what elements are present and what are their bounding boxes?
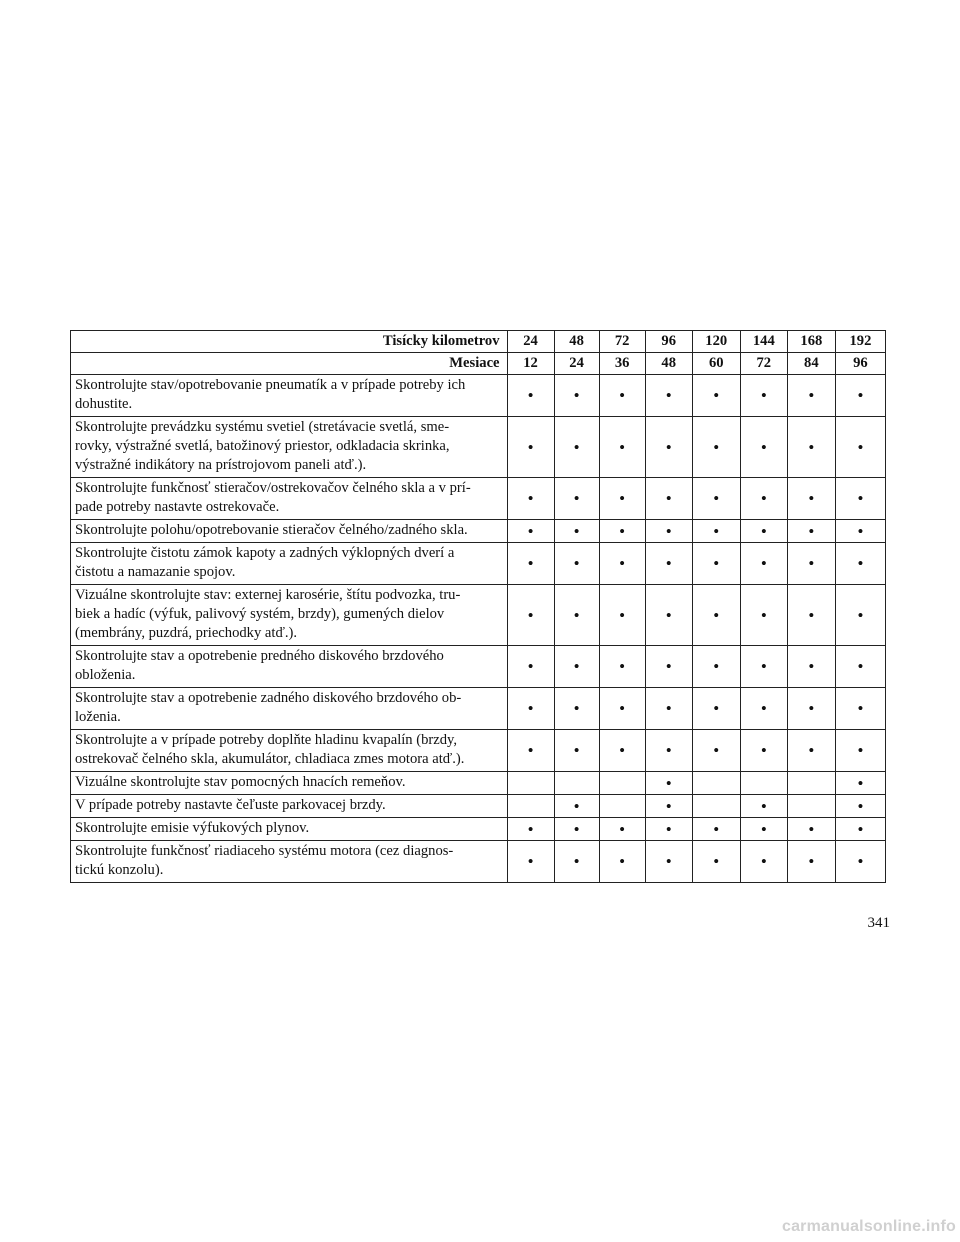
- service-mark: •: [692, 688, 740, 730]
- header-km-label: Tisícky kilometrov: [71, 331, 508, 353]
- task-line: Skontrolujte čistotu zámok kapoty a zadných výklopných dverí a: [75, 545, 455, 561]
- task-description: [71, 688, 508, 730]
- table-row: [71, 646, 886, 688]
- service-mark: •: [599, 818, 645, 841]
- task-line: Skontrolujte funkčnosť stieračov/ostrekovačov čelného skla a v prí-: [75, 480, 471, 496]
- service-mark: •: [554, 730, 599, 772]
- service-mark: •: [507, 646, 554, 688]
- table-row: [71, 772, 886, 795]
- task-line: Vizuálne skontrolujte stav pomocných hnacích remeňov.: [75, 774, 406, 790]
- task-line: Skontrolujte polohu/opotrebovanie stieračov čelného/zadného skla.: [75, 522, 468, 538]
- service-mark: •: [599, 417, 645, 478]
- service-mark: •: [740, 818, 787, 841]
- service-mark: •: [507, 841, 554, 883]
- service-mark: •: [835, 730, 885, 772]
- service-mark: •: [740, 841, 787, 883]
- service-mark: •: [787, 543, 835, 585]
- service-mark: •: [835, 520, 885, 543]
- header-km-value: 72: [599, 331, 645, 353]
- service-mark: •: [692, 478, 740, 520]
- empty-cell: [692, 795, 740, 818]
- service-mark: •: [507, 478, 554, 520]
- task-line: V prípade potreby nastavte čeľuste parkovacej brzdy.: [75, 797, 386, 813]
- header-months-value: 84: [787, 353, 835, 375]
- task-line: Skontrolujte stav a opotrebenie predného diskového brzdového: [75, 648, 444, 664]
- table-row: [71, 585, 886, 646]
- service-mark: •: [692, 841, 740, 883]
- header-km-value: 144: [740, 331, 787, 353]
- page-number: 341: [867, 915, 890, 931]
- service-mark: •: [787, 417, 835, 478]
- task-description: [71, 417, 508, 478]
- service-mark: •: [554, 646, 599, 688]
- service-mark: •: [507, 520, 554, 543]
- service-mark: •: [835, 417, 885, 478]
- header-months-value: 36: [599, 353, 645, 375]
- service-mark: •: [554, 417, 599, 478]
- service-mark: •: [599, 478, 645, 520]
- service-mark: •: [645, 543, 692, 585]
- table-row: [71, 375, 886, 417]
- task-description: [71, 841, 508, 883]
- service-mark: •: [835, 646, 885, 688]
- empty-cell: [692, 772, 740, 795]
- header-months-value: 60: [692, 353, 740, 375]
- task-line: Skontrolujte funkčnosť riadiaceho systému motora (cez diagnos-: [75, 843, 454, 859]
- empty-cell: [740, 772, 787, 795]
- service-mark: •: [787, 585, 835, 646]
- service-mark: •: [599, 730, 645, 772]
- service-mark: •: [599, 585, 645, 646]
- header-km-value: 192: [835, 331, 885, 353]
- service-mark: •: [787, 841, 835, 883]
- task-line: Skontrolujte stav a opotrebenie zadného diskového brzdového ob-: [75, 690, 462, 706]
- header-km-value: 24: [507, 331, 554, 353]
- service-mark: •: [787, 478, 835, 520]
- task-description: [71, 375, 508, 417]
- service-mark: •: [835, 818, 885, 841]
- task-line: Skontrolujte emisie výfukových plynov.: [75, 820, 310, 836]
- service-mark: •: [554, 818, 599, 841]
- header-months-value: 48: [645, 353, 692, 375]
- service-mark: •: [645, 646, 692, 688]
- service-mark: •: [645, 520, 692, 543]
- service-mark: •: [554, 520, 599, 543]
- task-line: Skontrolujte a v prípade potreby doplňte hladinu kvapalín (brzdy,: [75, 732, 458, 748]
- service-mark: •: [835, 841, 885, 883]
- service-mark: •: [599, 841, 645, 883]
- service-mark: •: [740, 543, 787, 585]
- task-description: [71, 543, 508, 585]
- service-mark: •: [692, 375, 740, 417]
- service-mark: •: [645, 795, 692, 818]
- header-months-value: 72: [740, 353, 787, 375]
- service-mark: •: [692, 417, 740, 478]
- empty-cell: [507, 772, 554, 795]
- header-row-km: [71, 331, 886, 353]
- task-line: Skontrolujte stav/opotrebovanie pneumatík a v prípade potreby ich: [75, 377, 466, 393]
- table-row: [71, 688, 886, 730]
- service-mark: •: [645, 730, 692, 772]
- service-mark: •: [835, 375, 885, 417]
- task-description: [71, 795, 508, 818]
- maintenance-schedule-table: [70, 330, 886, 883]
- service-mark: •: [599, 520, 645, 543]
- schedule-body: [71, 331, 886, 883]
- header-km-value: 168: [787, 331, 835, 353]
- service-mark: •: [507, 375, 554, 417]
- task-line: loženia.: [75, 709, 121, 725]
- service-mark: •: [740, 646, 787, 688]
- table-row: [71, 543, 886, 585]
- table-row: [71, 818, 886, 841]
- service-mark: •: [740, 417, 787, 478]
- service-mark: •: [507, 417, 554, 478]
- task-description: [71, 585, 508, 646]
- service-mark: •: [645, 417, 692, 478]
- header-km-value: 120: [692, 331, 740, 353]
- service-mark: •: [835, 688, 885, 730]
- service-mark: •: [599, 646, 645, 688]
- service-mark: •: [787, 818, 835, 841]
- empty-cell: [787, 772, 835, 795]
- service-mark: •: [787, 730, 835, 772]
- task-line: biek a hadíc (výfuk, palivový systém, brzdy), gumených dielov: [75, 606, 445, 622]
- task-description: [71, 818, 508, 841]
- service-mark: •: [507, 585, 554, 646]
- empty-cell: [599, 772, 645, 795]
- service-mark: •: [645, 375, 692, 417]
- task-description: [71, 520, 508, 543]
- table-row: [71, 795, 886, 818]
- task-line: tickú konzolu).: [75, 862, 164, 878]
- service-mark: •: [740, 478, 787, 520]
- service-mark: •: [645, 478, 692, 520]
- task-line: výstražné indikátory na prístrojovom paneli atď.).: [75, 457, 367, 473]
- service-mark: •: [554, 841, 599, 883]
- service-mark: •: [835, 585, 885, 646]
- header-months-label: Mesiace: [71, 353, 508, 375]
- service-mark: •: [554, 795, 599, 818]
- service-mark: •: [645, 688, 692, 730]
- service-mark: •: [740, 520, 787, 543]
- task-description: [71, 772, 508, 795]
- header-months-value: 12: [507, 353, 554, 375]
- task-description: [71, 730, 508, 772]
- service-mark: •: [835, 795, 885, 818]
- table-row: [71, 417, 886, 478]
- task-line: (membrány, puzdrá, priechodky atď.).: [75, 625, 298, 641]
- service-mark: •: [645, 772, 692, 795]
- service-mark: •: [645, 841, 692, 883]
- service-mark: •: [740, 585, 787, 646]
- task-line: dohustite.: [75, 396, 133, 412]
- service-mark: •: [645, 818, 692, 841]
- service-mark: •: [787, 375, 835, 417]
- service-mark: •: [740, 795, 787, 818]
- task-description: [71, 478, 508, 520]
- empty-cell: [554, 772, 599, 795]
- service-mark: •: [507, 543, 554, 585]
- table-row: [71, 841, 886, 883]
- service-mark: •: [740, 688, 787, 730]
- table-row: [71, 730, 886, 772]
- service-mark: •: [692, 818, 740, 841]
- service-mark: •: [740, 375, 787, 417]
- service-mark: •: [740, 730, 787, 772]
- header-months-value: 96: [835, 353, 885, 375]
- service-mark: •: [692, 543, 740, 585]
- task-line: rovky, výstražné svetlá, batožinový priestor, odkladacia skrinka,: [75, 438, 450, 454]
- service-mark: •: [507, 730, 554, 772]
- empty-cell: [787, 795, 835, 818]
- header-months-value: 24: [554, 353, 599, 375]
- task-line: pade potreby nastavte ostrekovače.: [75, 499, 280, 515]
- header-km-value: 96: [645, 331, 692, 353]
- service-mark: •: [599, 543, 645, 585]
- service-mark: •: [599, 688, 645, 730]
- service-mark: •: [692, 730, 740, 772]
- service-mark: •: [692, 520, 740, 543]
- service-mark: •: [554, 543, 599, 585]
- watermark: carmanualsonline.info: [781, 1218, 956, 1235]
- service-mark: •: [554, 375, 599, 417]
- task-description: [71, 646, 508, 688]
- empty-cell: [507, 795, 554, 818]
- service-mark: •: [787, 520, 835, 543]
- task-line: Skontrolujte prevádzku systému svetiel (stretávacie svetlá, sme-: [75, 419, 450, 435]
- service-mark: •: [507, 688, 554, 730]
- header-row-months: [71, 353, 886, 375]
- task-line: ostrekovač čelného skla, akumulátor, chladiaca zmes motora atď.).: [75, 751, 465, 767]
- task-line: čistotu a namazanie spojov.: [75, 564, 236, 580]
- service-mark: •: [692, 646, 740, 688]
- service-mark: •: [645, 585, 692, 646]
- service-mark: •: [835, 543, 885, 585]
- empty-cell: [599, 795, 645, 818]
- service-mark: •: [835, 772, 885, 795]
- table-row: [71, 478, 886, 520]
- service-mark: •: [554, 478, 599, 520]
- service-mark: •: [554, 585, 599, 646]
- service-mark: •: [599, 375, 645, 417]
- service-mark: •: [692, 585, 740, 646]
- service-mark: •: [787, 646, 835, 688]
- header-km-value: 48: [554, 331, 599, 353]
- service-mark: •: [507, 818, 554, 841]
- table-row: [71, 520, 886, 543]
- service-mark: •: [554, 688, 599, 730]
- task-line: obloženia.: [75, 667, 136, 683]
- service-mark: •: [835, 478, 885, 520]
- task-line: Vizuálne skontrolujte stav: externej karosérie, štítu podvozka, tru-: [75, 587, 461, 603]
- service-mark: •: [787, 688, 835, 730]
